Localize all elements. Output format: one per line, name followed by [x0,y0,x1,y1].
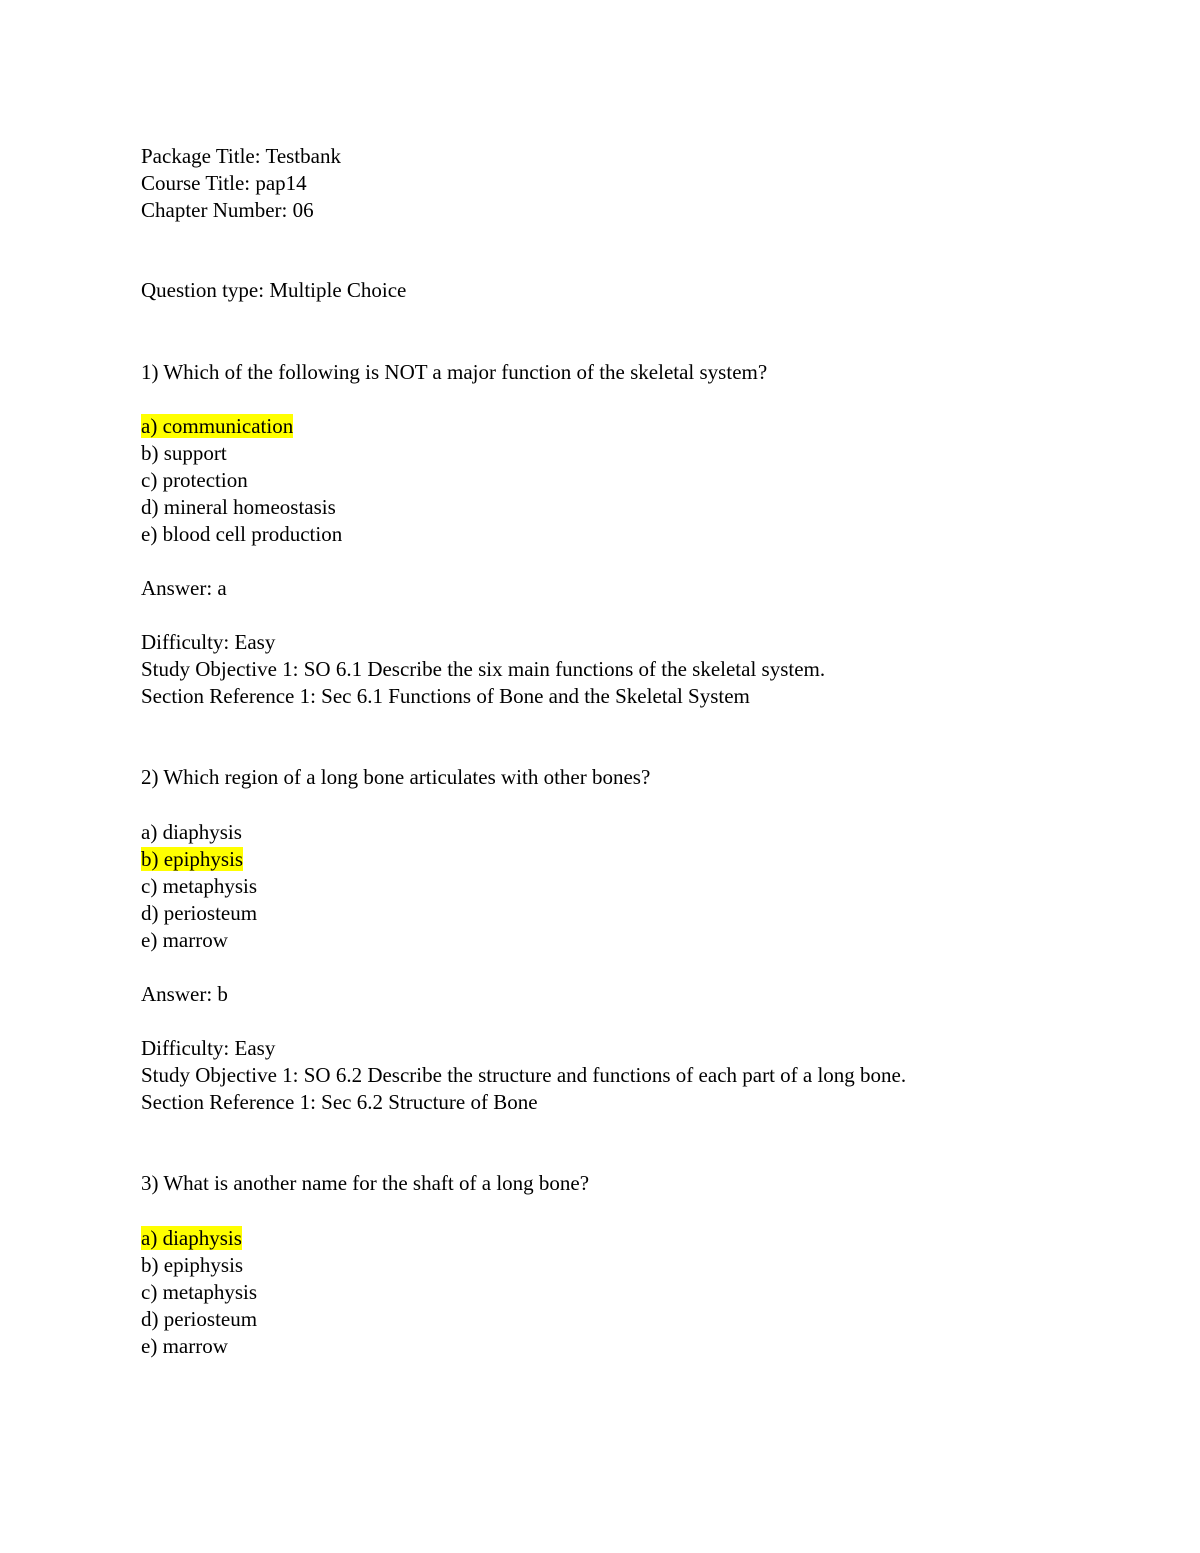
question-1-prompt: 1) Which of the following is NOT a major function of the skeletal system? [141,360,768,384]
question-type: Question type: Multiple Choice [141,278,407,302]
question-1-section-reference: Section Reference 1: Sec 6.1 Functions of Bone and the Skeletal System [141,684,750,708]
question-3-option-d: d) periosteum [141,1307,258,1331]
question-2-study-objective: Study Objective 1: SO 6.2 Describe the structure and functions of each part of a long bone. [141,1063,907,1087]
question-3-option-a [141,1225,242,1252]
question-3-prompt: 3) What is another name for the shaft of a long bone? [141,1171,590,1195]
question-1-study-objective: Study Objective 1: SO 6.1 Describe the six main functions of the skeletal system. [141,657,826,681]
question-2-answer: Answer: b [141,982,228,1006]
question-1-difficulty: Difficulty: Easy [141,630,276,654]
question-2-prompt: 2) Which region of a long bone articulates with other bones? [141,765,651,789]
question-2-option-a: a) diaphysis [141,820,242,844]
question-1-option-a [141,413,293,440]
question-2-option-b [141,846,243,873]
question-1-option-b: b) support [141,441,227,465]
question-3-option-c: c) metaphysis [141,1280,258,1304]
correct-answer-highlight: a) communication [141,414,294,438]
chapter-number: Chapter Number: 06 [141,198,314,222]
correct-answer-highlight: a) diaphysis [141,1226,242,1250]
question-2-option-e: e) marrow [141,928,228,952]
correct-answer-highlight: b) epiphysis [141,847,244,871]
question-2-section-reference: Section Reference 1: Sec 6.2 Structure of Bone [141,1090,538,1114]
question-2-difficulty: Difficulty: Easy [141,1036,276,1060]
course-title: Course Title: pap14 [141,171,307,195]
question-3-option-b: b) epiphysis [141,1253,244,1277]
question-1-answer: Answer: a [141,576,227,600]
question-1-option-d: d) mineral homeostasis [141,495,336,519]
package-title: Package Title: Testbank [141,144,341,168]
question-2-option-c: c) metaphysis [141,874,258,898]
question-3-option-e: e) marrow [141,1334,228,1358]
question-1-option-e: e) blood cell production [141,522,343,546]
question-2-option-d: d) periosteum [141,901,258,925]
question-1-option-c: c) protection [141,468,248,492]
